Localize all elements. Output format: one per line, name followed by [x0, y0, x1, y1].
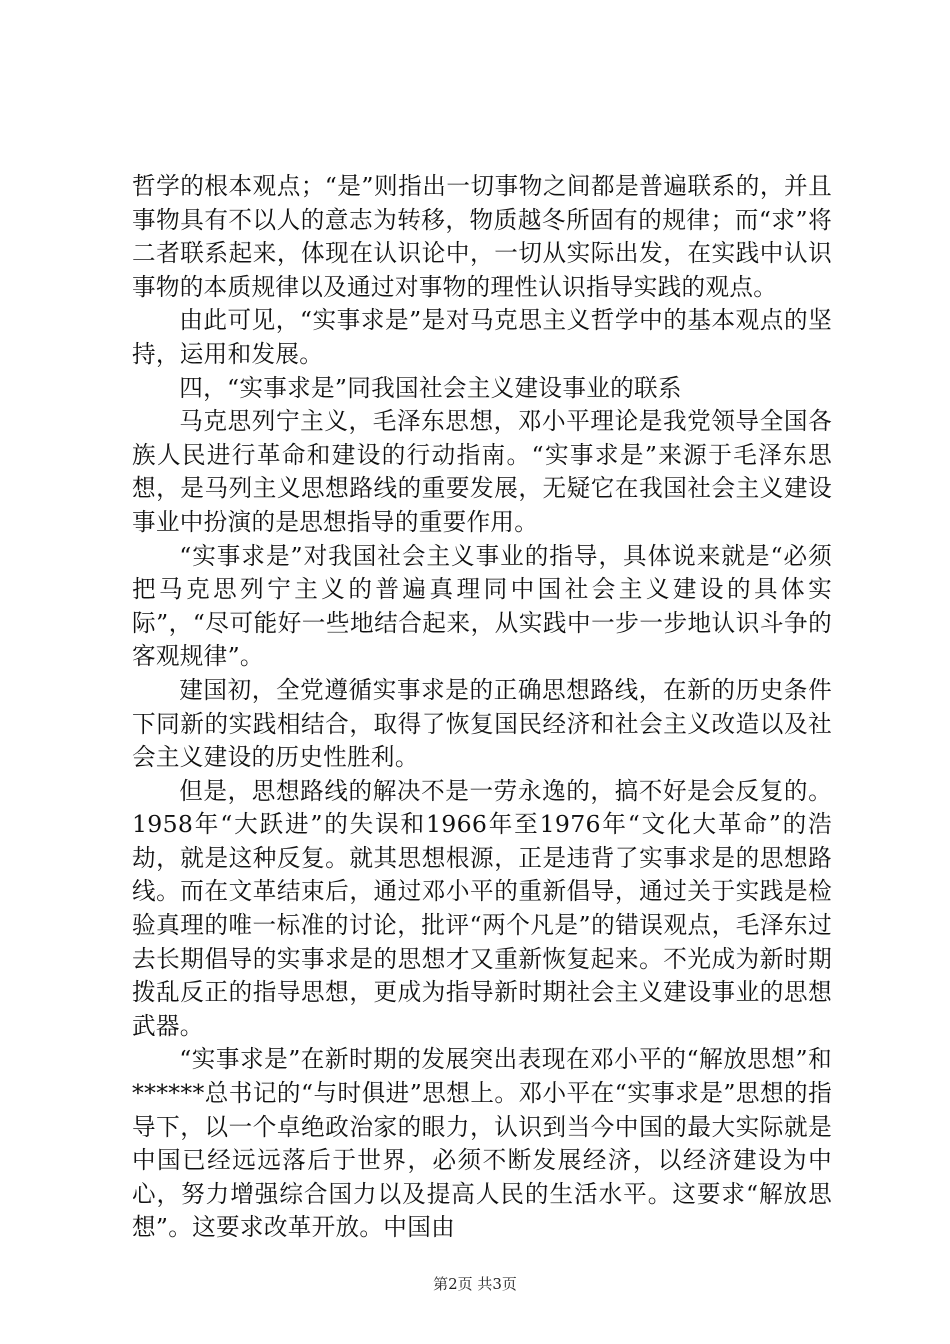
paragraph-2: 由此可见，“实事求是”是对马克思主义哲学中的基本观点的坚持，运用和发展。 [132, 306, 832, 368]
paragraph-6: 但是，思想路线的解决不是一劳永逸的，搞不好是会反复的。1958年“大跃进”的失误和1966年至1976年“文化大革命”的浩劫，就是这种反复。就其思想根源，正是违背了实事求是的思想路线。而在文革结束后，通过邓小平的重新倡导，通过关于实践是检验真理的唯一标准的讨论，批评“两个凡是”的错误观点，毛泽东过去长期倡导的实事求是的思想才又重新恢复起来。不光成为新时期拨乱反正的指导思想，更成为指导新时期社会主义建设事业的思想武器。 [132, 776, 832, 1040]
paragraph-5: 建国初，全党遵循实事求是的正确思想路线，在新的历史条件下同新的实践相结合，取得了恢复国民经济和社会主义改造以及社会主义建设的历史性胜利。 [132, 675, 832, 772]
paragraph-4: “实事求是”对我国社会主义事业的指导，具体说来就是“必须把马克思列宁主义的普遍真理同中国社会主义建设的具体实际”，“尽可能好一些地结合起来，从实践中一步一步地认识斗争的客观规律”。 [132, 541, 832, 671]
document-body [132, 170, 832, 1245]
section-heading-4: 四，“实事求是”同我国社会主义建设事业的联系 [179, 373, 682, 402]
paragraph-3: 马克思列宁主义，毛泽东思想，邓小平理论是我党领导全国各族人民进行革命和建设的行动指南。“实事求是”来源于毛泽东思想，是马列主义思想路线的重要发展，无疑它在我国社会主义建设事业中扮演的是思想指导的重要作用。 [132, 407, 832, 536]
page-footer: 第2页 共3页 [433, 1275, 517, 1293]
paragraph-1: 哲学的根本观点；“是”则指出一切事物之间都是普遍联系的，并且事物具有不以人的意志为转移，物质越冬所固有的规律；而“求”将二者联系起来，体现在认识论中，一切从实际出发，在实践中认识事物的本质规律以及通过对事物的理性认识指导实践的观点。 [132, 172, 832, 301]
paragraph-7: “实事求是”在新时期的发展突出表现在邓小平的“解放思想”和******总书记的“与时俱进”思想上。邓小平在“实事求是”思想的指导下，以一个卓绝政治家的眼力，认识到当今中国的最大实际就是中国已经远远落后于世界，必须不断发展经济，以经济建设为中心，努力增强综合国力以及提高人民的生活水平。这要求“解放思想”。这要求改革开放。中国由 [132, 1045, 832, 1242]
